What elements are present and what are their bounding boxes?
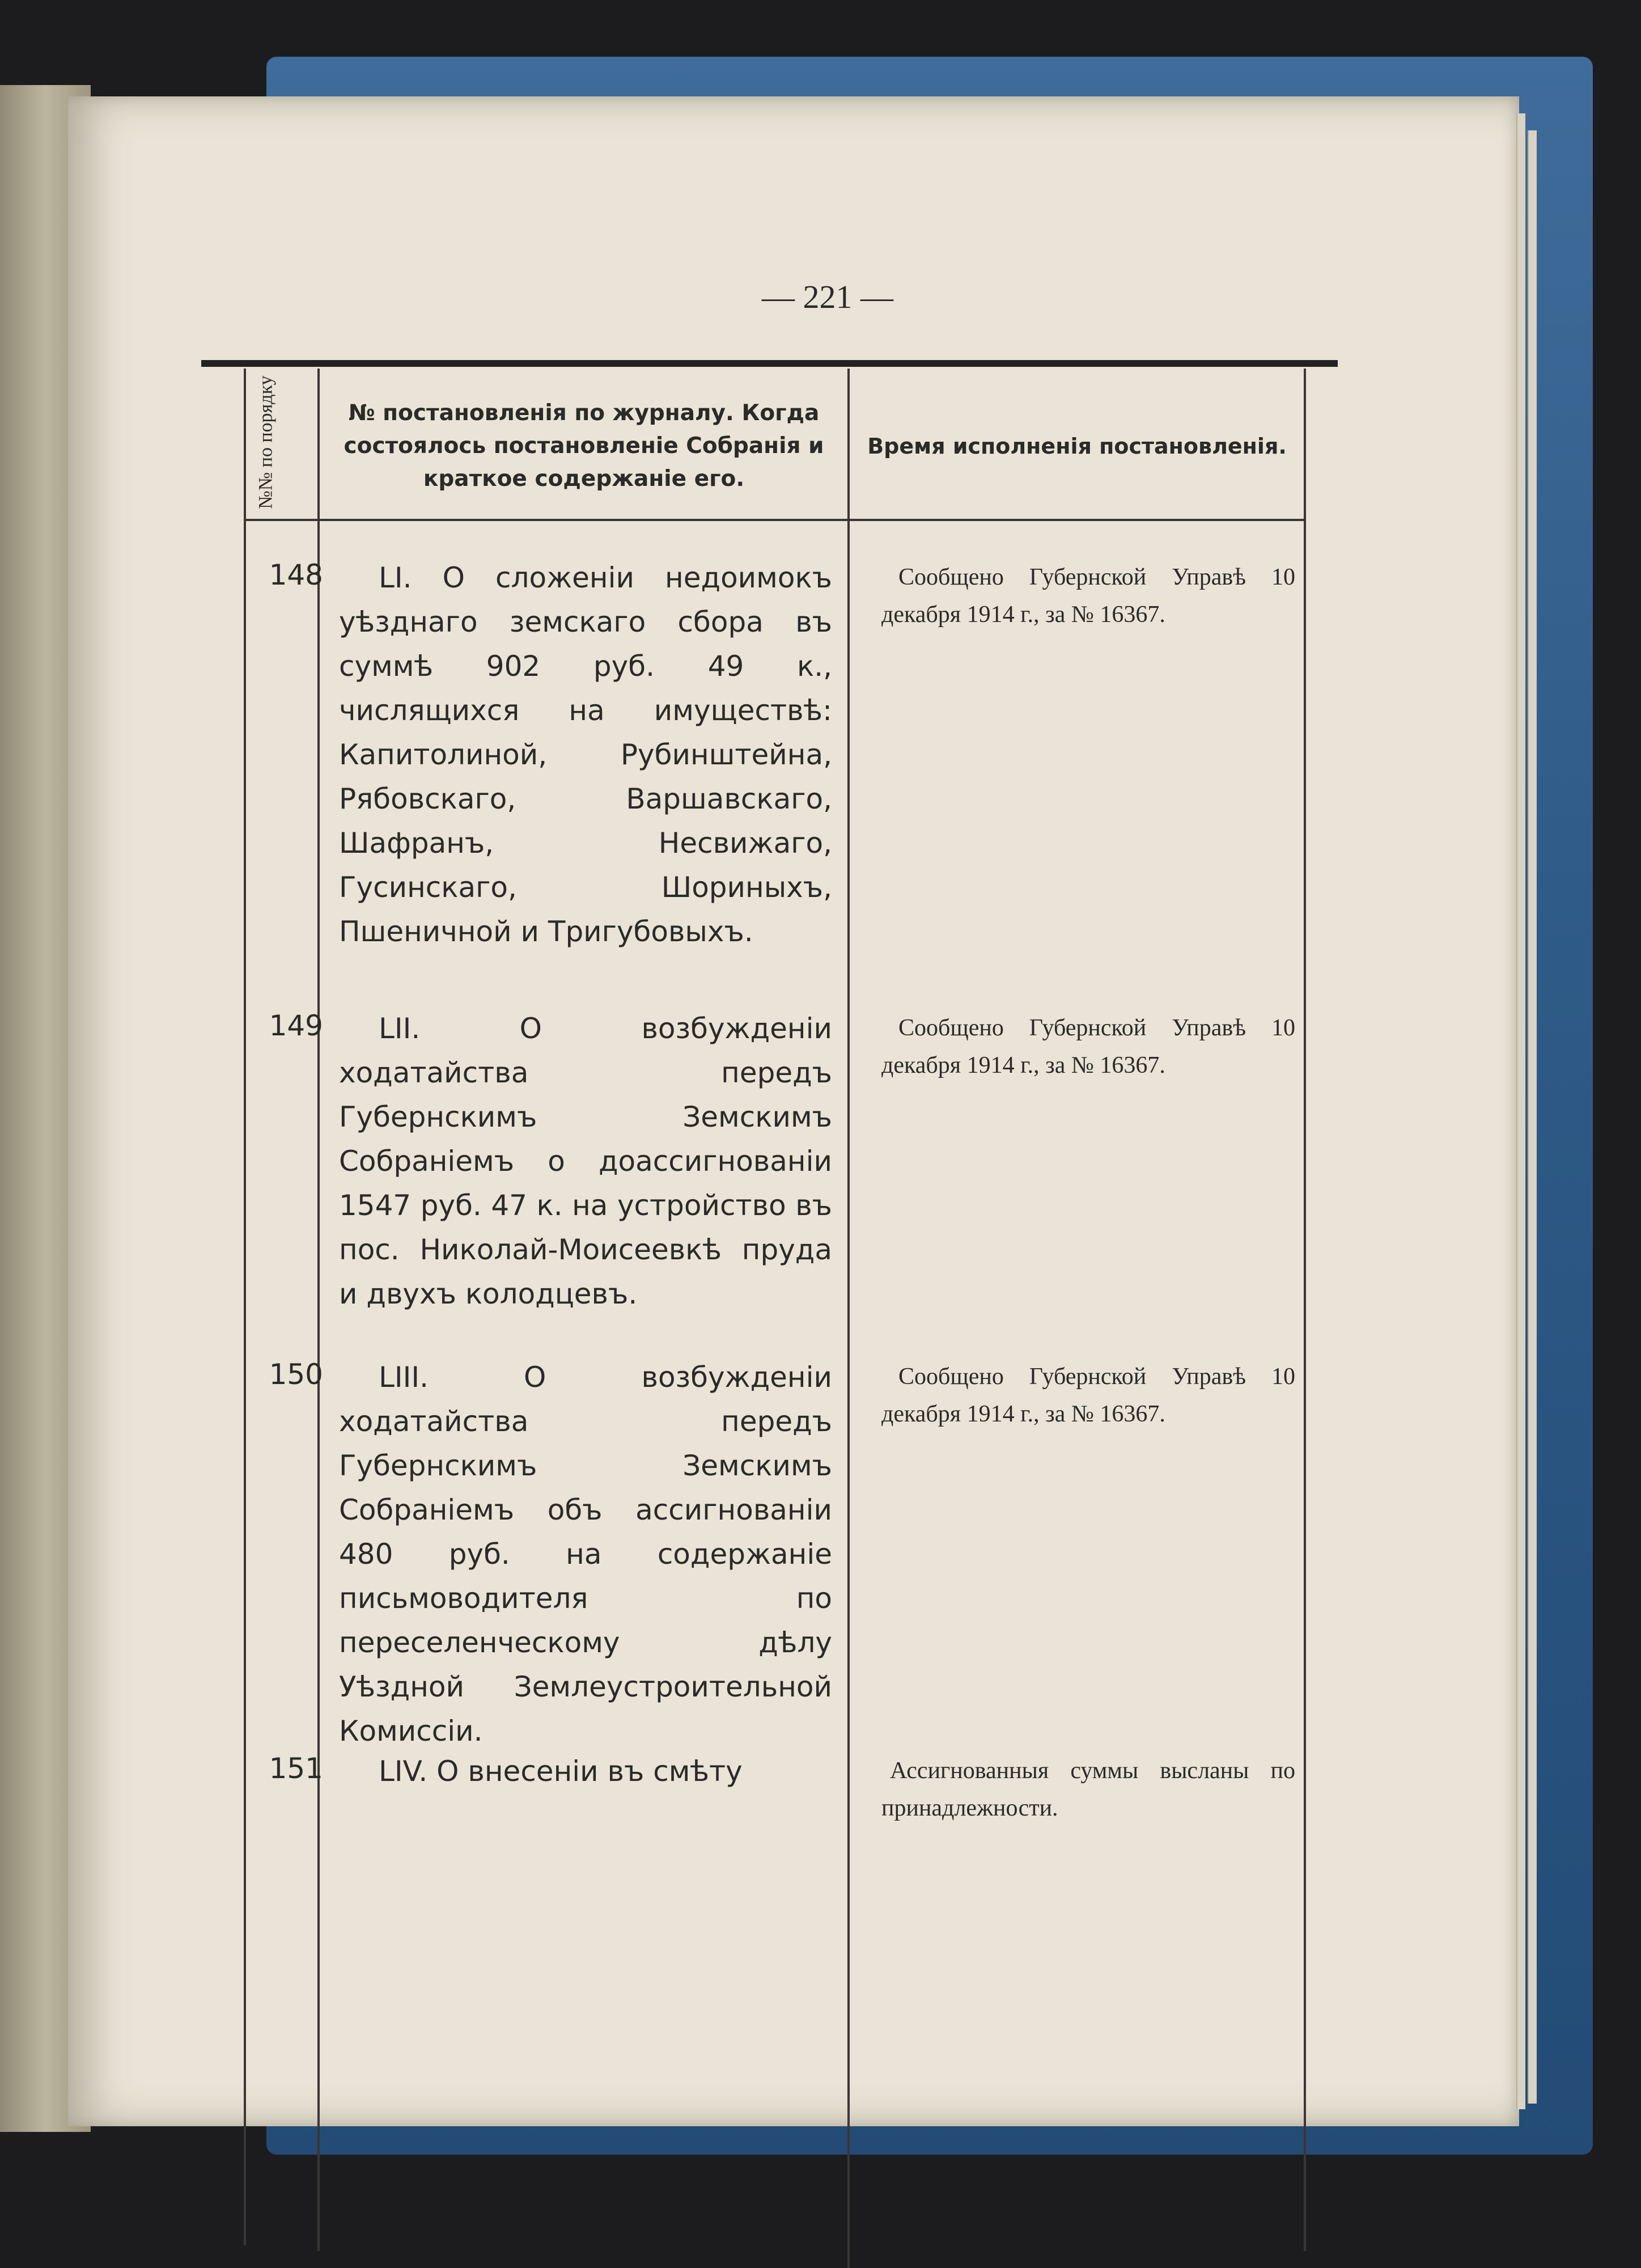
page-edge: [1528, 130, 1537, 2104]
header-bottom-rule: [244, 519, 1304, 521]
table-left-border: [244, 369, 246, 2245]
column-divider: [317, 369, 320, 2251]
table-top-rule: [201, 360, 1338, 367]
row-execution: Сообщено Губернской Управѣ 10 декабря 1914 г., за № 16367.: [881, 564, 1295, 628]
page-number: — 221 —: [762, 278, 893, 315]
column-divider: [1304, 369, 1306, 2251]
row-decree: LIV. О внесеніи въ смѣту: [379, 1755, 743, 1788]
page-edge: [1516, 113, 1525, 2109]
row-execution: Сообщено Губернской Управѣ 10 декабря 1914 г., за № 16367.: [881, 1364, 1295, 1427]
row-number: 151: [269, 1752, 323, 1785]
row-number: 148: [269, 558, 323, 591]
header-row-number: №№ по порядку: [256, 375, 277, 509]
header-execution: Время исполненія постановленія.: [867, 434, 1287, 459]
row-number: 150: [269, 1358, 323, 1391]
row-decree: LI. О сложеніи недоимокъ уѣзднаго земскаго сбора въ суммѣ 902 руб. 49 к., числящихся на имуществѣ: Капитолиной, Рубинштейна, Рябовскаго, Варшавскаго, Шафранъ, Несвижаго, Гусинскаго, Шориныхъ, Пшеничной и Тригубовыхъ.: [339, 561, 832, 948]
row-execution: Сообщено Губернской Управѣ 10 декабря 1914 г., за № 16367.: [881, 1015, 1295, 1078]
row-number: 149: [269, 1009, 323, 1042]
column-divider: [847, 369, 850, 2268]
header-decree: № постановленія по журналу. Когда состоялось постановленіе Собранія и краткое содержаніе его.: [344, 400, 824, 492]
row-decree: LII. О возбужденіи ходатайства передъ Губернскимъ Земскимъ Собраніемъ о доассигнованіи 1547 руб. 47 к. на устройство въ пос. Николай-Моисеевкѣ пруда и двухъ колодцевъ.: [339, 1012, 832, 1310]
row-execution: Ассигнованныя суммы высланы по принадлежности.: [881, 1758, 1295, 1821]
row-decree: LIII. О возбужденіи ходатайства передъ Губернскимъ Земскимъ Собраніемъ объ ассигнованіи 480 руб. на содержаніе письмоводителя по переселенческому дѣлу Уѣздной Землеустроительной Комиссіи.: [339, 1361, 832, 1747]
